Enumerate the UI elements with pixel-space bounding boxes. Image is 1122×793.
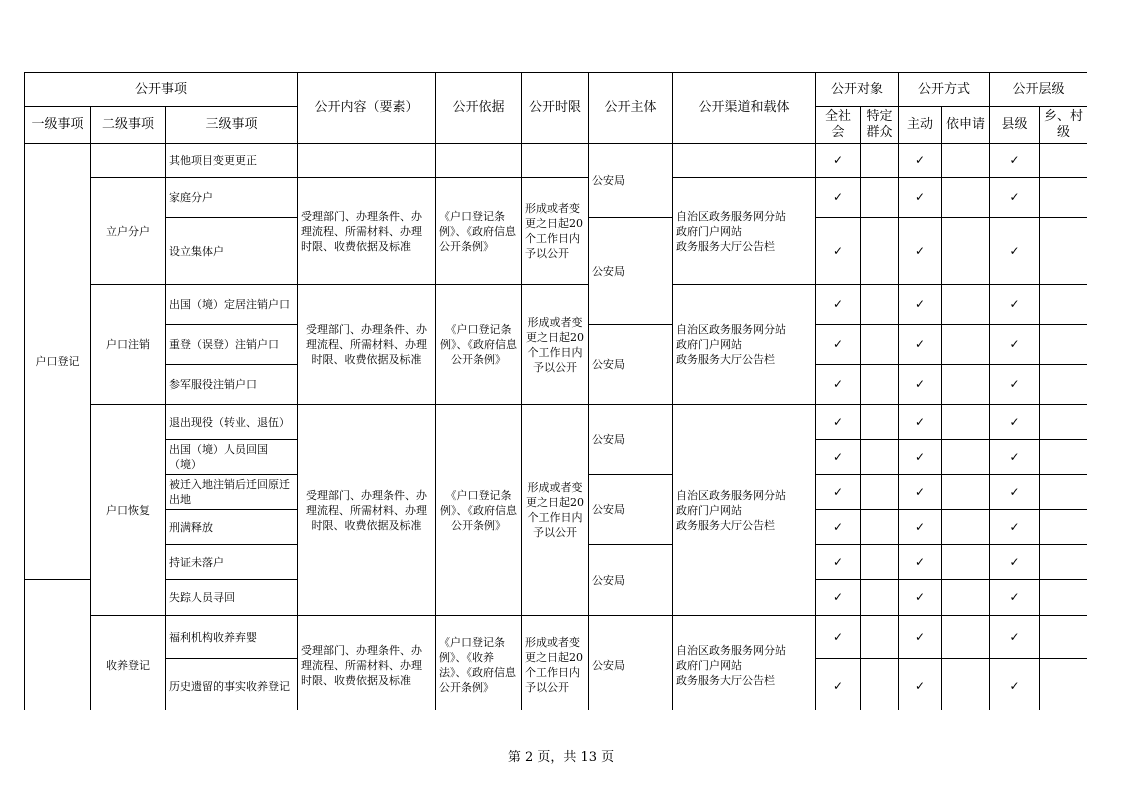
check-mark: ✓ — [899, 510, 942, 545]
header-method-request: 依申请 — [942, 107, 990, 144]
subject-cell: 公安局 — [589, 405, 673, 475]
empty-cell — [1040, 440, 1087, 475]
empty-cell — [942, 218, 990, 285]
empty-cell — [861, 580, 899, 616]
check-mark: ✓ — [816, 178, 861, 218]
item-abroad-cancel: 出国（境）定居注销户口 — [166, 285, 298, 325]
content-cell: 受理部门、办理条件、办理流程、所需材料、办理时限、收费依据及标准 — [298, 285, 436, 405]
empty-cell — [1040, 405, 1087, 440]
check-mark: ✓ — [816, 510, 861, 545]
check-mark: ✓ — [816, 218, 861, 285]
check-mark: ✓ — [816, 545, 861, 580]
empty-cell — [861, 178, 899, 218]
channel-line-2: 政府门户网站 — [676, 338, 742, 351]
empty-cell — [861, 365, 899, 405]
empty-cell — [1040, 178, 1087, 218]
basis-cell: 《户口登记条例》、《政府信息公开条例》 — [436, 285, 522, 405]
channel-line-1: 自治区政务服务网分站 — [676, 323, 786, 336]
subject-cell: 公安局 — [589, 545, 673, 616]
group-shouyang: 收养登记 — [91, 616, 166, 711]
disclosure-table-wrapper — [24, 72, 1087, 710]
check-mark: ✓ — [990, 325, 1040, 365]
item-welfare-adopt: 福利机构收养弃婴 — [166, 616, 298, 659]
empty-cell — [942, 440, 990, 475]
empty-cell — [1040, 545, 1087, 580]
channel-line-2: 政府门户网站 — [676, 224, 742, 238]
check-mark: ✓ — [990, 545, 1040, 580]
header-audience-specific: 特定群众 — [861, 107, 899, 144]
check-mark: ✓ — [816, 580, 861, 616]
check-mark: ✓ — [899, 545, 942, 580]
check-mark: ✓ — [816, 285, 861, 325]
empty-cell — [942, 510, 990, 545]
check-mark: ✓ — [990, 616, 1040, 659]
empty-cell — [942, 144, 990, 178]
empty-cell — [1040, 659, 1087, 711]
channel-line-2: 政府门户网站 — [676, 503, 742, 517]
content-cell: 受理部门、办理条件、办理流程、所需材料、办理时限、收费依据及标准 — [298, 405, 436, 616]
header-level-town: 乡、村级 — [1040, 107, 1087, 144]
check-mark: ✓ — [990, 218, 1040, 285]
empty-cell — [1040, 325, 1087, 365]
check-mark: ✓ — [899, 325, 942, 365]
item-military-cancel: 参军服役注销户口 — [166, 365, 298, 405]
header-public-item: 公开事项 — [25, 73, 298, 107]
empty-cell — [861, 325, 899, 365]
channel-cell — [673, 616, 816, 711]
empty-cell — [25, 580, 91, 711]
item-missing-found: 失踪人员寻回 — [166, 580, 298, 616]
empty-cell — [942, 285, 990, 325]
subject-cell: 公安局 — [589, 218, 673, 325]
check-mark: ✓ — [816, 405, 861, 440]
subject-cell: 公安局 — [589, 144, 673, 218]
channel-cell — [673, 178, 816, 285]
check-mark: ✓ — [899, 144, 942, 178]
basis-cell: 《户口登记条例》、《收养法》、《政府信息公开条例》 — [436, 616, 522, 711]
empty-cell — [942, 178, 990, 218]
empty-cell — [1040, 510, 1087, 545]
empty-cell — [861, 218, 899, 285]
check-mark: ✓ — [816, 440, 861, 475]
empty-cell — [861, 659, 899, 711]
check-mark: ✓ — [816, 616, 861, 659]
subject-cell: 公安局 — [589, 475, 673, 545]
check-mark: ✓ — [899, 475, 942, 510]
empty-cell — [942, 325, 990, 365]
channel-line-3: 政务服务大厅公告栏 — [676, 673, 775, 687]
item-collective: 设立集体户 — [166, 218, 298, 285]
channel-line-1: 自治区政务服务网分站 — [676, 209, 786, 223]
check-mark: ✓ — [899, 285, 942, 325]
header-level-county: 县级 — [990, 107, 1040, 144]
header-method-active: 主动 — [899, 107, 942, 144]
basis-cell: 《户口登记条例》、《政府信息公开条例》 — [436, 178, 522, 285]
empty-cell — [861, 616, 899, 659]
empty-cell — [91, 144, 166, 178]
group-lihu: 立户分户 — [91, 178, 166, 285]
page-footer: 第 2 页，共 13 页 — [507, 750, 615, 765]
header-level: 公开层级 — [990, 73, 1087, 107]
check-mark: ✓ — [816, 144, 861, 178]
empty-cell — [861, 285, 899, 325]
disclosure-table — [24, 72, 1087, 710]
check-mark: ✓ — [816, 325, 861, 365]
group-huifu: 户口恢复 — [91, 405, 166, 616]
empty-cell — [942, 545, 990, 580]
check-mark: ✓ — [990, 475, 1040, 510]
header-basis: 公开依据 — [436, 73, 522, 144]
header-method: 公开方式 — [899, 73, 990, 107]
empty-cell — [1040, 580, 1087, 616]
check-mark: ✓ — [990, 440, 1040, 475]
header-content: 公开内容（要素） — [298, 73, 436, 144]
empty-cell — [861, 144, 899, 178]
check-mark: ✓ — [899, 659, 942, 711]
content-cell: 受理部门、办理条件、办理流程、所需材料、办理时限、收费依据及标准 — [298, 178, 436, 285]
empty-cell — [673, 144, 816, 178]
empty-cell — [942, 659, 990, 711]
time-limit-cell: 形成或者变更之日起20个工作日内予以公开 — [522, 178, 589, 285]
header-time-limit: 公开时限 — [522, 73, 589, 144]
check-mark: ✓ — [990, 178, 1040, 218]
check-mark: ✓ — [990, 510, 1040, 545]
check-mark: ✓ — [990, 405, 1040, 440]
empty-cell — [1040, 616, 1087, 659]
channel-line-2: 政府门户网站 — [676, 658, 742, 672]
item-historic-adopt: 历史遗留的事实收养登记 — [166, 659, 298, 711]
subject-cell: 公安局 — [589, 616, 673, 711]
check-mark: ✓ — [990, 285, 1040, 325]
check-mark: ✓ — [990, 365, 1040, 405]
empty-cell — [522, 144, 589, 178]
empty-cell — [942, 405, 990, 440]
check-mark: ✓ — [816, 475, 861, 510]
check-mark: ✓ — [990, 659, 1040, 711]
channel-line-1: 自治区政务服务网分站 — [676, 488, 786, 502]
content-cell: 受理部门、办理条件、办理流程、所需材料、办理时限、收费依据及标准 — [298, 616, 436, 711]
empty-cell — [1040, 475, 1087, 510]
check-mark: ✓ — [899, 365, 942, 405]
empty-cell — [861, 405, 899, 440]
empty-cell — [298, 144, 436, 178]
channel-cell — [673, 405, 816, 616]
time-limit-cell: 形成或者变更之日起20个工作日内予以公开 — [522, 405, 589, 616]
check-mark: ✓ — [816, 365, 861, 405]
empty-cell — [942, 616, 990, 659]
header-audience-all: 全社会 — [816, 107, 861, 144]
check-mark: ✓ — [899, 616, 942, 659]
check-mark: ✓ — [899, 178, 942, 218]
group-hukou-registration: 户口登记 — [25, 144, 91, 580]
check-mark: ✓ — [899, 218, 942, 285]
basis-cell: 《户口登记条例》、《政府信息公开条例》 — [436, 405, 522, 616]
header-level2: 二级事项 — [91, 107, 166, 144]
empty-cell — [436, 144, 522, 178]
item-family-split: 家庭分户 — [166, 178, 298, 218]
channel-line-3: 政务服务大厅公告栏 — [676, 239, 775, 253]
item-other-change: 其他项目变更更正 — [166, 144, 298, 178]
empty-cell — [1040, 144, 1087, 178]
channel-line-1: 自治区政务服务网分站 — [676, 643, 786, 657]
check-mark: ✓ — [990, 144, 1040, 178]
empty-cell — [861, 510, 899, 545]
empty-cell — [942, 365, 990, 405]
item-duplicate-cancel: 重登（误登）注销户口 — [166, 325, 298, 365]
empty-cell — [942, 580, 990, 616]
item-moved-back: 被迁入地注销后迁回原迁出地 — [166, 475, 298, 510]
header-level1: 一级事项 — [25, 107, 91, 144]
check-mark: ✓ — [899, 405, 942, 440]
item-abroad-return: 出国（境）人员回国（境） — [166, 440, 298, 475]
check-mark: ✓ — [816, 659, 861, 711]
item-released: 刑满释放 — [166, 510, 298, 545]
empty-cell — [861, 475, 899, 510]
item-retire-military: 退出现役（转业、退伍） — [166, 405, 298, 440]
header-audience: 公开对象 — [816, 73, 899, 107]
channel-line-3: 政务服务大厅公告栏 — [676, 353, 775, 366]
empty-cell — [942, 475, 990, 510]
time-limit-cell: 形成或者变更之日起20个工作日内予以公开 — [522, 616, 589, 711]
empty-cell — [1040, 365, 1087, 405]
header-subject: 公开主体 — [589, 73, 673, 144]
channel-cell — [673, 285, 816, 405]
channel-line-3: 政务服务大厅公告栏 — [676, 518, 775, 532]
empty-cell — [861, 440, 899, 475]
time-limit-cell: 形成或者变更之日起20个工作日内予以公开 — [522, 285, 589, 405]
header-level3: 三级事项 — [166, 107, 298, 144]
check-mark: ✓ — [899, 580, 942, 616]
check-mark: ✓ — [899, 440, 942, 475]
subject-cell: 公安局 — [589, 325, 673, 405]
group-zhuxiao: 户口注销 — [91, 285, 166, 405]
header-channel: 公开渠道和载体 — [673, 73, 816, 144]
empty-cell — [1040, 285, 1087, 325]
empty-cell — [1040, 218, 1087, 285]
item-unregistered: 持证未落户 — [166, 545, 298, 580]
check-mark: ✓ — [990, 580, 1040, 616]
empty-cell — [861, 545, 899, 580]
